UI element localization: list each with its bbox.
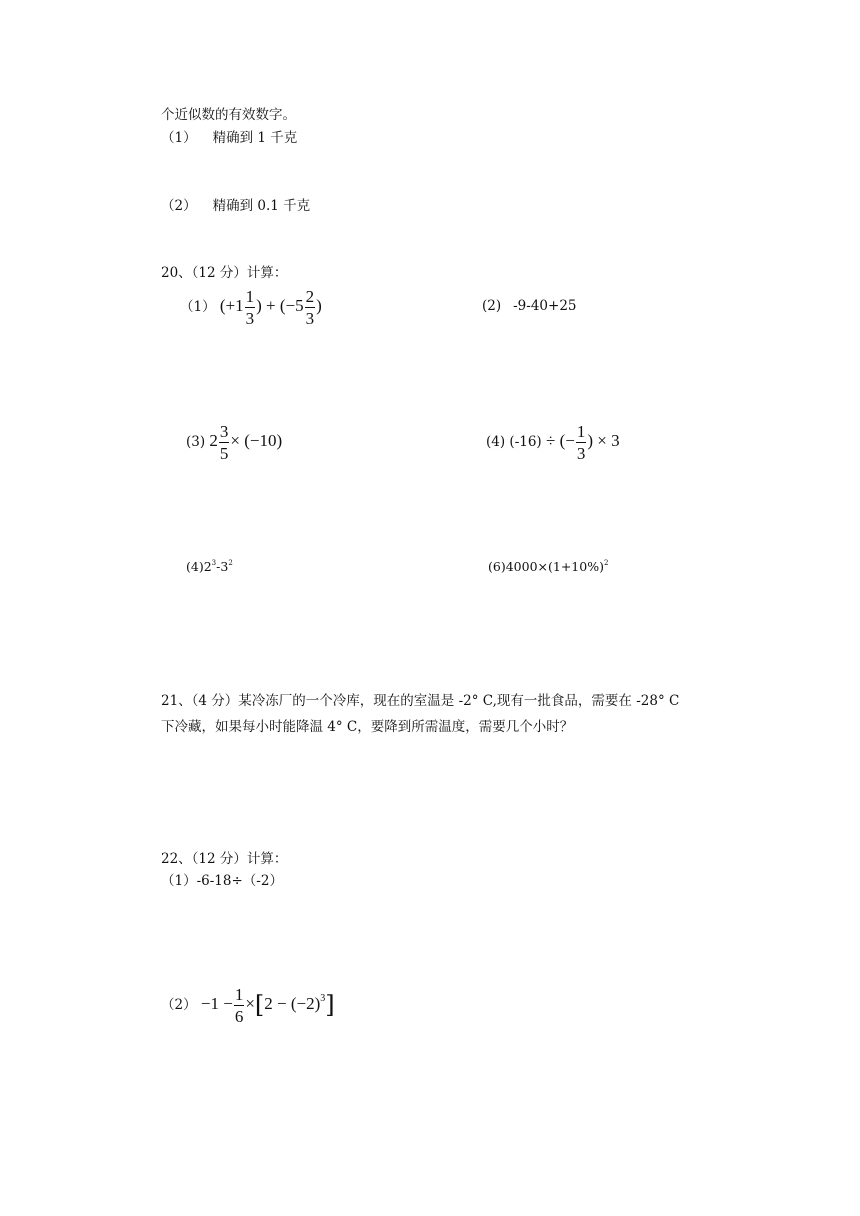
fraction-denominator: 3 bbox=[245, 309, 255, 328]
q20-part4-label: (4) bbox=[486, 433, 506, 450]
fraction-numerator: 2 bbox=[305, 287, 315, 306]
q20-part4-c: ) × 3 bbox=[587, 431, 620, 451]
q20-part6 bbox=[488, 560, 608, 574]
item2 bbox=[161, 200, 310, 214]
q20-part2-label: (2) bbox=[482, 298, 502, 314]
fraction-numerator: 3 bbox=[219, 422, 229, 441]
exponent: 3 bbox=[211, 559, 217, 567]
fraction-denominator: 3 bbox=[305, 309, 315, 328]
item1-label: （1） bbox=[161, 130, 197, 146]
q20-part1-mid: ) + (−5 bbox=[256, 296, 304, 316]
q22-part2-a: −1 − bbox=[200, 994, 233, 1014]
fraction-numerator: 1 bbox=[245, 287, 255, 306]
q20-part4-b: ÷ (− bbox=[546, 431, 575, 451]
q20-part2 bbox=[482, 300, 577, 314]
q20-part3-rest: × (−10) bbox=[230, 431, 283, 451]
fraction-denominator: 3 bbox=[576, 444, 586, 463]
fraction-denominator: 6 bbox=[234, 1007, 244, 1026]
right-bracket: ] bbox=[325, 991, 335, 1020]
fraction-numerator: 1 bbox=[234, 985, 244, 1004]
q20-part5-minus: -3 bbox=[216, 559, 229, 574]
q22-part2-label: （2） bbox=[161, 996, 197, 1013]
exponent: 2 bbox=[228, 559, 233, 567]
exponent: 2 bbox=[603, 559, 609, 567]
q20-part5 bbox=[186, 560, 233, 574]
q20-part2-expr: -9-40+25 bbox=[513, 298, 577, 314]
fraction bbox=[245, 288, 256, 327]
q20-part1 bbox=[180, 288, 322, 327]
q20-part3 bbox=[186, 423, 282, 462]
q20-part4-a: (-16) bbox=[509, 433, 542, 450]
q20-part1-label: （1） bbox=[180, 298, 216, 315]
q22-part2-b: × bbox=[245, 994, 255, 1014]
item1 bbox=[161, 132, 297, 146]
q20-part1-close: ) bbox=[316, 296, 322, 316]
item2-text: 精确到 0.1 千克 bbox=[212, 198, 311, 214]
q20-part6-expr: 4000×(1+10%) bbox=[505, 559, 604, 574]
intro-tail-text: 个近似数的有效数字。 bbox=[161, 107, 296, 123]
fraction bbox=[219, 423, 230, 462]
q20-part5-base1: 2 bbox=[203, 559, 212, 574]
item2-label: （2） bbox=[161, 198, 197, 214]
q21-line1: 21、（4 分）某冷冻厂的一个冷库，现在的室温是 -2° C,现有一批食品，需要在 -28° C bbox=[161, 693, 680, 709]
fraction-denominator: 5 bbox=[219, 444, 229, 463]
q21-line2: 下冷藏，如果每小时能降温 4° C，要降到所需温度，需要几个小时？ bbox=[161, 719, 574, 735]
fraction bbox=[305, 288, 316, 327]
q20-part6-label: (6) bbox=[488, 559, 506, 574]
q20-header: 20、（12 分）计算： bbox=[161, 265, 288, 281]
q20-part4 bbox=[486, 423, 620, 462]
exponent: 3 bbox=[320, 993, 326, 1005]
q20-part3-whole: 2 bbox=[209, 431, 218, 451]
q20-part3-label: (3) bbox=[186, 433, 206, 450]
q22-part2 bbox=[161, 986, 335, 1025]
fraction bbox=[576, 423, 587, 462]
q22-part2-c: 2 − (−2) bbox=[264, 994, 321, 1014]
left-bracket: [ bbox=[254, 991, 265, 1020]
q22-header: 22、（12 分）计算： bbox=[161, 851, 288, 867]
q22-part1: （1）-6-18÷（-2） bbox=[161, 873, 283, 889]
q20-part1-open: (+1 bbox=[219, 296, 244, 316]
q20-part5-label: (4) bbox=[186, 559, 204, 574]
item1-text: 精确到 1 千克 bbox=[212, 130, 298, 146]
fraction bbox=[234, 986, 245, 1025]
fraction-numerator: 1 bbox=[576, 422, 586, 441]
